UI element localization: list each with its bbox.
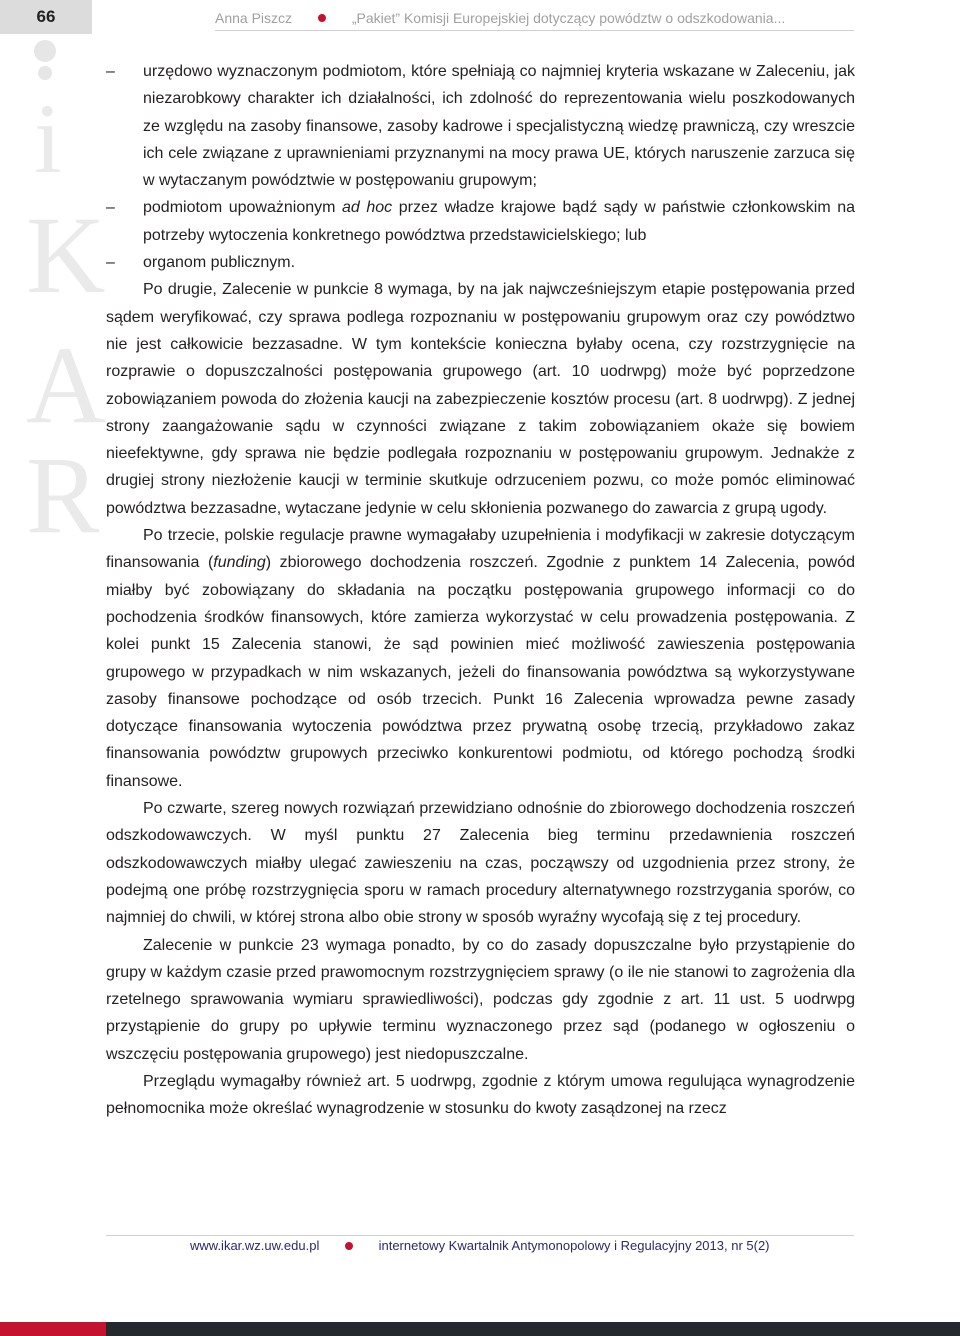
list-item-text: przez władze krajowe bądź sądy w państwie członkowskim na potrzeby wytoczenia konkretnego powództwa przedstawicielskiego; lub	[143, 199, 856, 244]
list-item	[106, 249, 855, 276]
logo-dot-icon	[38, 66, 52, 80]
logo-letter-k: K	[26, 194, 106, 316]
header-title: „Pakiet” Komisji Europejskiej dotyczący powództw o odszkodowania...	[351, 10, 786, 26]
logo-letter-i: i	[34, 83, 62, 194]
list-dash: –	[106, 63, 115, 80]
logo-dot-icon	[34, 40, 56, 62]
bullet-dot-icon	[318, 14, 326, 22]
list-item-text: urzędowo wyznaczonym podmiotom, które spełniają co najmniej kryteria wskazane w Zaleceniu, jak niezarobkowy charakter ich działalności, ich zdolność do reprezentowania wielu poszkodowanych ze względu na zasoby finansowe, zasoby kadrowe i specjalistyczną wiedzę prawniczą, czy wreszcie ich cele związane z uprawnieniami przyznanymi na mocy prawa UE, których naruszenie zarzuca się w wytaczanym powództwie w postępowaniu grupowym;	[143, 63, 855, 190]
logo-letter-a: A	[26, 324, 106, 446]
bottom-accent	[0, 1322, 106, 1336]
list-item	[106, 194, 855, 249]
footer-divider	[106, 1235, 854, 1236]
paragraph: Po drugie, Zalecenie w punkcie 8 wymaga, by na jak najwcześniejszym etapie postępowania przed sądem weryfikować, czy sprawa podlega rozpoznaniu w postępowaniu grupowym oraz czy powództwo nie jest całkowicie bezzasadne. W tym kontekście konieczna byłaby ocena, czy rozstrzygnięcie na rozprawie o dopuszczalności postępowania grupowego (art. 10 uodrwpg) może być poprzedzone zobowiązaniem powoda do złożenia kaucji na zabezpieczenie kosztów procesu (art. 8 uodrwpg). Z jednej strony zaangażowanie sądu w czynności związane z takim zobowiązaniem okaże się bowiem nieefektywne, gdy sprawa nie będzie podlegała rozpoznaniu w postępowaniu grupowym. Jednakże z drugiej strony niezłożenie kaucji w terminie skutkuje odrzuceniem pozwu, co może pomóc eliminować powództwa bezzasadne, wytaczane jedynie w celu skłonienia pozwanego do zawarcia z grupą ugody.	[106, 281, 855, 517]
list-item	[106, 58, 855, 194]
paragraph	[106, 522, 855, 795]
list-item-text: organom publicznym.	[143, 254, 296, 272]
list-dash: –	[106, 199, 115, 217]
italic-term: funding	[213, 554, 266, 572]
bottom-bar	[0, 1322, 960, 1336]
footer-journal: internetowy Kwartalnik Antymonopolowy i Regulacyjny 2013, nr 5(2)	[378, 1238, 770, 1253]
list-dash: –	[106, 254, 115, 272]
italic-term: ad hoc	[342, 199, 393, 217]
paragraph-text: ) zbiorowego dochodzenia roszczeń. Zgodnie z punktem 14 Zalecenia, powód miałby być zobowiązany do składania na początku postępowania grupowego informacji co do pochodzenia środków finansowych, które zamierza wykorzystać w celu prowadzenia postępowania. Z kolei punkt 15 Zalecenia stanowi, że sąd powinien mieć możliwość zawieszenia postępowania grupowego w przypadkach w nim wskazanych, jeżeli do finansowania powództwa są wykorzystywane zasoby finansowe pochodzące od osób trzecich. Punkt 16 Zalecenia wprowadza pewne zasady dotyczące finansowania wytoczenia powództwa przez prywatną osobę trzecią, przykładowo zakaz finansowania powództw grupowych przeciwko konkurentowi podmiotu, od którego pochodzą środki finansowe.	[106, 554, 856, 790]
paragraph-text: Po trzecie, polskie regulacje prawne wymagałaby uzupełnienia i modyfikacji w zakresie dotyczącym finansowania (	[106, 527, 855, 572]
header-author: Anna Piszcz	[215, 10, 293, 26]
footer-url[interactable]: www.ikar.wz.uw.edu.pl	[190, 1238, 320, 1253]
paragraph: Przeglądu wymagałby również art. 5 uodrwpg, zgodnie z którym umowa regulująca wynagrodzenie pełnomocnika może określać wynagrodzenie w stosunku do kwoty zasądzonej na rzecz	[106, 1072, 855, 1118]
logo-letter-r: R	[26, 434, 100, 556]
main-text	[106, 58, 855, 1123]
running-footer	[190, 1238, 770, 1253]
paragraph: Zalecenie w punkcie 23 wymaga ponadto, by co do zasady dopuszczalne było przystąpienie do grupy w każdym czasie przed prawomocnym rozstrzygnięciem sprawy (o ile nie stanowi to zagrożenia dla rzetelnego sprawowania wymiaru sprawiedliwości), podczas gdy zgodnie z art. 11 ust. 5 uodrwpg przystąpienie do grupy po upływie terminu wyznaczonego przez sąd (podanego w ogłoszeniu o wszczęciu postępowania grupowego) jest niedopuszczalne.	[106, 936, 855, 1063]
list-item-text: podmiotom upoważnionym	[143, 199, 343, 217]
running-header	[215, 10, 854, 31]
bullet-dot-icon	[345, 1242, 353, 1250]
paragraph: Po czwarte, szereg nowych rozwiązań przewidziano odnośnie do zbiorowego dochodzenia roszczeń odszkodowawczych. W myśl punktu 27 Zalecenia bieg terminu przedawnienia roszczeń odszkodowawczych miałby ulegać zawieszeniu na czas, począwszy od uzgodnienia przez strony, że podejmą one próbę rozstrzygnięcia sporu w ramach procedury alternatywnego rozstrzygania sporów, co najmniej do chwili, w której strona albo obie strony w sposób wyraźny wycofają się z tej procedury.	[106, 800, 855, 927]
page-number: 66	[0, 0, 92, 34]
